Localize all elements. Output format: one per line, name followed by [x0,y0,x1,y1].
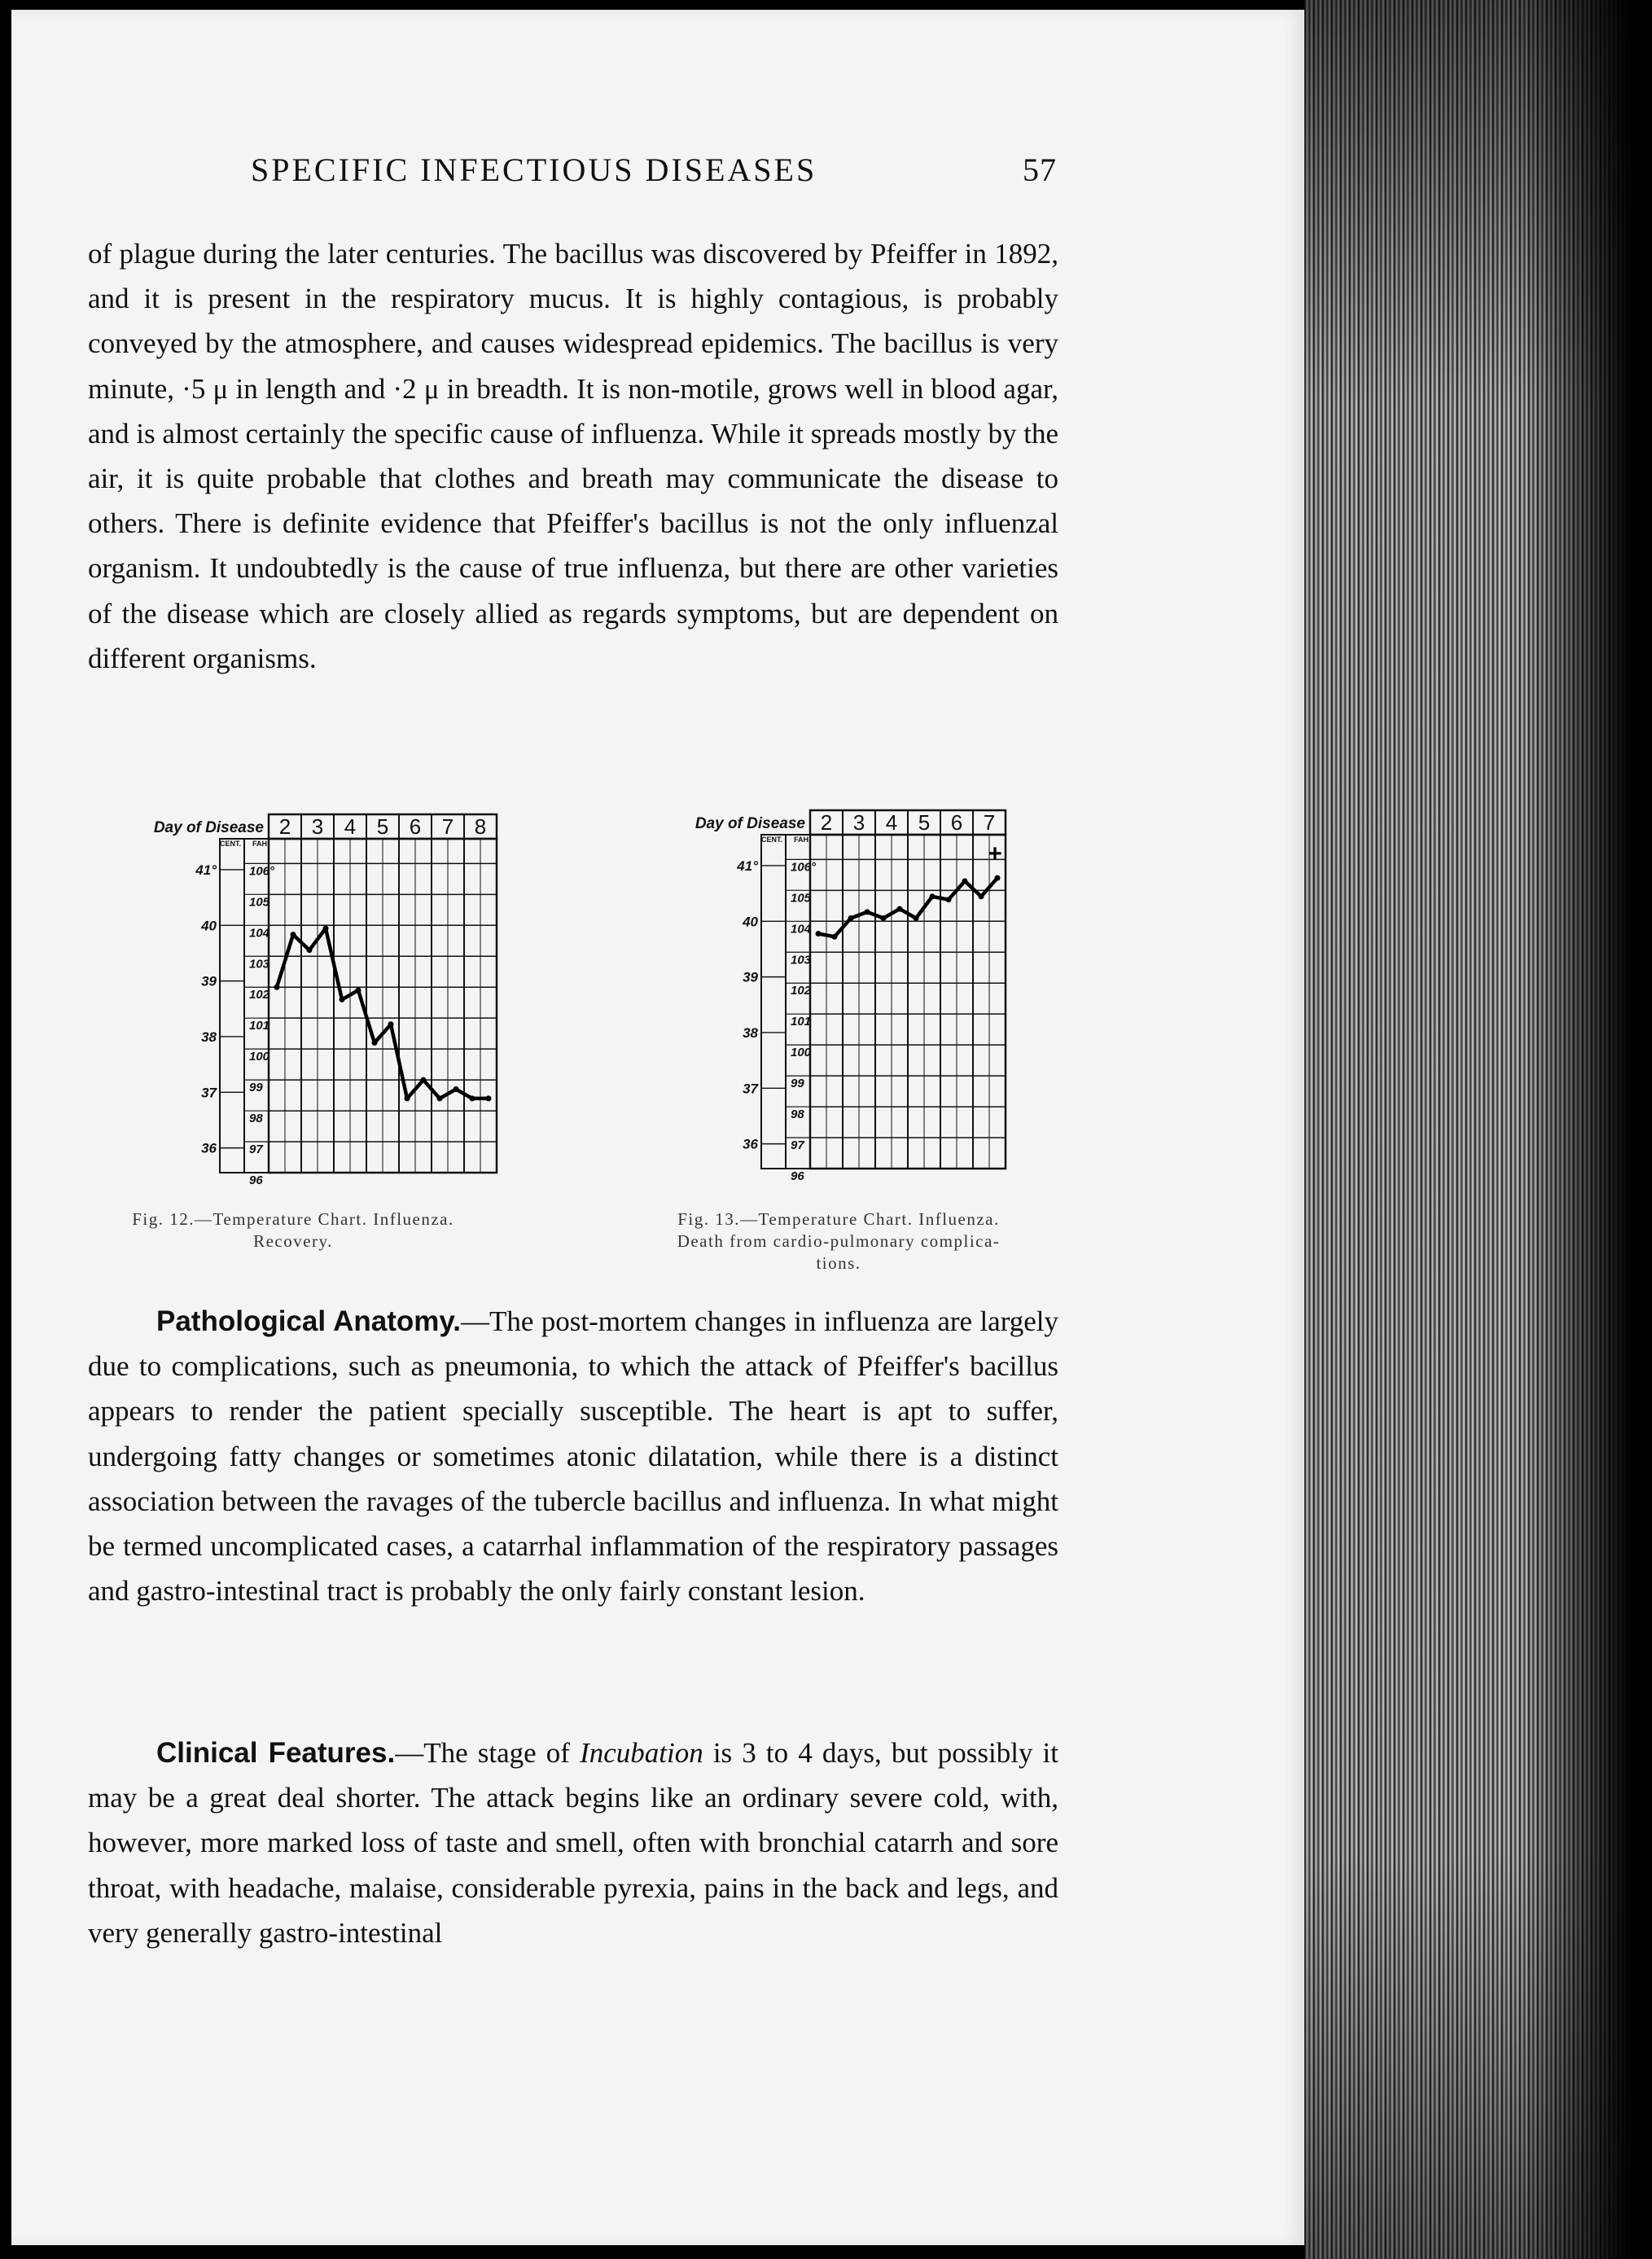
day-of-disease-label: Day of Disease [153,819,264,836]
temperature-point [995,875,1001,881]
fahr-label: FAH [794,836,808,844]
temperature-point [421,1077,427,1083]
day-label: 2 [820,810,833,835]
fahrenheit-tick-label: 102 [791,984,812,998]
caption-line: Fig. 12.—Temperature Chart. Influenza. [132,1209,454,1229]
temperature-point [930,893,936,899]
fahrenheit-tick-label: 100 [249,1050,270,1064]
day-label: 4 [885,810,898,835]
temperature-point [897,906,903,912]
running-title: SPECIFIC INFECTIOUS DISEASES [251,151,817,188]
temperature-point [274,985,280,990]
temperature-point [962,878,968,884]
caption-line: Fig. 13.—Temperature Chart. Influenza. [677,1209,1000,1229]
chart-svg [122,814,513,1197]
fahrenheit-tick-label: 105 [791,891,812,906]
fahrenheit-tick-label: 106° [249,864,275,879]
celsius-tick-label: 40 [201,918,217,934]
paragraph-text: is 3 to 4 days, but possibly it may be a great deal shorter. The attack begins like an ordinary severe cold, with, however, more marked loss of taste and smell, often with bronchial catarrh and sore throat, with headache, malaise, considerable pyrexia, pains in the back and legs, and very generally gastro-intestinal [88,1737,1059,1949]
figure-caption-13 [607,1208,1071,1274]
fahrenheit-tick-label: 102 [249,988,270,1002]
paragraph-text: —The stage of [395,1737,581,1769]
fahrenheit-tick-label: 98 [791,1108,804,1122]
day-label: 6 [409,814,422,839]
paragraph-text: —The post-mortem changes in influenza are largely due to complications, such as pneumonia, to which the attack of Pfeiffer's bacillus appears to render the patient specially susceptible. The heart is apt to suffer, undergoing fatty changes or sometimes atonic dilatation, while there is a distinct association between the ravages of the tubercle bacillus and influenza. In what might be termed uncomplicated cases, a catarrhal inflammation of the respiratory passages and gastro-intestinal tract is probably the only fairly constant lesion. [88,1305,1058,1608]
page-number: 57 [1023,151,1057,188]
book-page-edges [1304,0,1652,2259]
temperature-point [470,1095,475,1101]
temperature-point [946,897,952,902]
cent-label: CENT. [219,840,241,848]
fahrenheit-tick-label: 104 [791,922,812,936]
temperature-point [372,1040,378,1046]
day-label: 5 [918,810,931,835]
temperature-point [340,997,345,1002]
celsius-tick-label: 41° [737,858,758,874]
temperature-point [388,1021,394,1027]
fahr-label: FAH [252,840,267,848]
fahrenheit-tick-label: 97 [249,1143,263,1157]
fahrenheit-tick-label: 105 [249,895,270,910]
temperature-chart-fig-12 [122,814,513,1197]
day-label: 3 [311,814,324,839]
day-label: 7 [983,810,996,835]
fahrenheit-tick-label: 98 [249,1112,263,1126]
day-of-disease-label: Day of Disease [695,815,805,832]
figure-caption-12 [94,1208,493,1252]
fahrenheit-tick-label: 103 [791,953,812,967]
temperature-point [881,915,887,921]
fahrenheit-tick-label: 96 [249,1173,263,1187]
celsius-tick-label: 36 [201,1140,217,1156]
paragraph-pathological-anatomy [88,1299,1058,1613]
temperature-point [865,909,870,915]
temperature-point [405,1095,410,1101]
section-heading: Pathological Anatomy. [156,1305,462,1337]
celsius-tick-label: 40 [743,914,758,930]
temperature-point [486,1095,492,1101]
celsius-tick-label: 39 [201,973,217,989]
day-label: 5 [376,814,389,839]
temperature-point [832,934,838,940]
day-label: 4 [344,814,357,839]
caption-line: tions. [816,1253,861,1273]
temperature-point [914,915,919,921]
emphasis-term: Incubation [580,1737,703,1769]
fahrenheit-tick-label: 103 [249,957,270,972]
fahrenheit-tick-label: 99 [249,1081,263,1095]
temperature-point [323,926,329,932]
caption-line: Death from cardio-pulmonary complica- [677,1231,1001,1251]
paragraph-plague-bacillus [88,231,1058,681]
paragraph-clinical-features [88,1730,1058,1955]
celsius-tick-label: 39 [743,969,758,985]
fahrenheit-tick-label: 101 [249,1019,270,1033]
temperature-point [356,988,362,994]
temperature-point [307,947,313,953]
fahrenheit-tick-label: 99 [791,1077,804,1091]
temperature-point [848,915,854,921]
celsius-tick-label: 37 [201,1085,217,1101]
temperature-point [291,932,296,937]
celsius-tick-label: 38 [201,1029,217,1045]
celsius-tick-label: 37 [743,1081,758,1097]
section-heading: Clinical Features. [156,1737,396,1769]
paragraph-text: of plague during the later centuries. The bacillus was discovered by Pfeiffer in 1892, and it is present in the respiratory mucus. It is highly contagious, is probably conveyed by the atmosphere, and causes widespread epidemics. The bacillus is very minute, ·5 μ in length and ·2 μ in breadth. It is non-motile, grows well in blood agar, and is almost certainly the specific cause of influenza. While it spreads mostly by the air, it is quite probable that clothes and breath may communicate the disease to others. There is definite evidence that Pfeiffer's bacillus is not the only influenzal organism. It undoubtedly is the cause of true influenza, but there are other varieties of the disease which are closely allied as regards symptoms, but are dependent on different organisms. [88,238,1058,674]
day-label: 2 [278,814,291,839]
day-label: 3 [852,810,865,835]
day-label: 6 [950,810,963,835]
celsius-tick-label: 36 [743,1136,758,1152]
death-marker: + [988,840,1002,868]
chart-svg [664,810,1054,1193]
fahrenheit-tick-label: 100 [791,1046,812,1060]
temperature-chart-fig-13 [664,810,1054,1193]
temperature-point [437,1095,443,1101]
celsius-tick-label: 38 [743,1024,758,1041]
day-label: 8 [474,814,487,839]
fahrenheit-tick-label: 96 [791,1169,804,1183]
temperature-point [979,893,984,899]
day-label: 7 [441,814,454,839]
fahrenheit-tick-label: 104 [249,926,270,941]
temperature-point [454,1086,459,1092]
fahrenheit-tick-label: 97 [791,1138,804,1153]
fahrenheit-tick-label: 106° [791,860,817,875]
cent-label: CENT. [760,836,782,844]
caption-line: Recovery. [253,1231,333,1251]
temperature-point [816,931,822,936]
running-head [251,151,1057,189]
fahrenheit-tick-label: 101 [791,1015,812,1029]
celsius-tick-label: 41° [195,862,217,878]
